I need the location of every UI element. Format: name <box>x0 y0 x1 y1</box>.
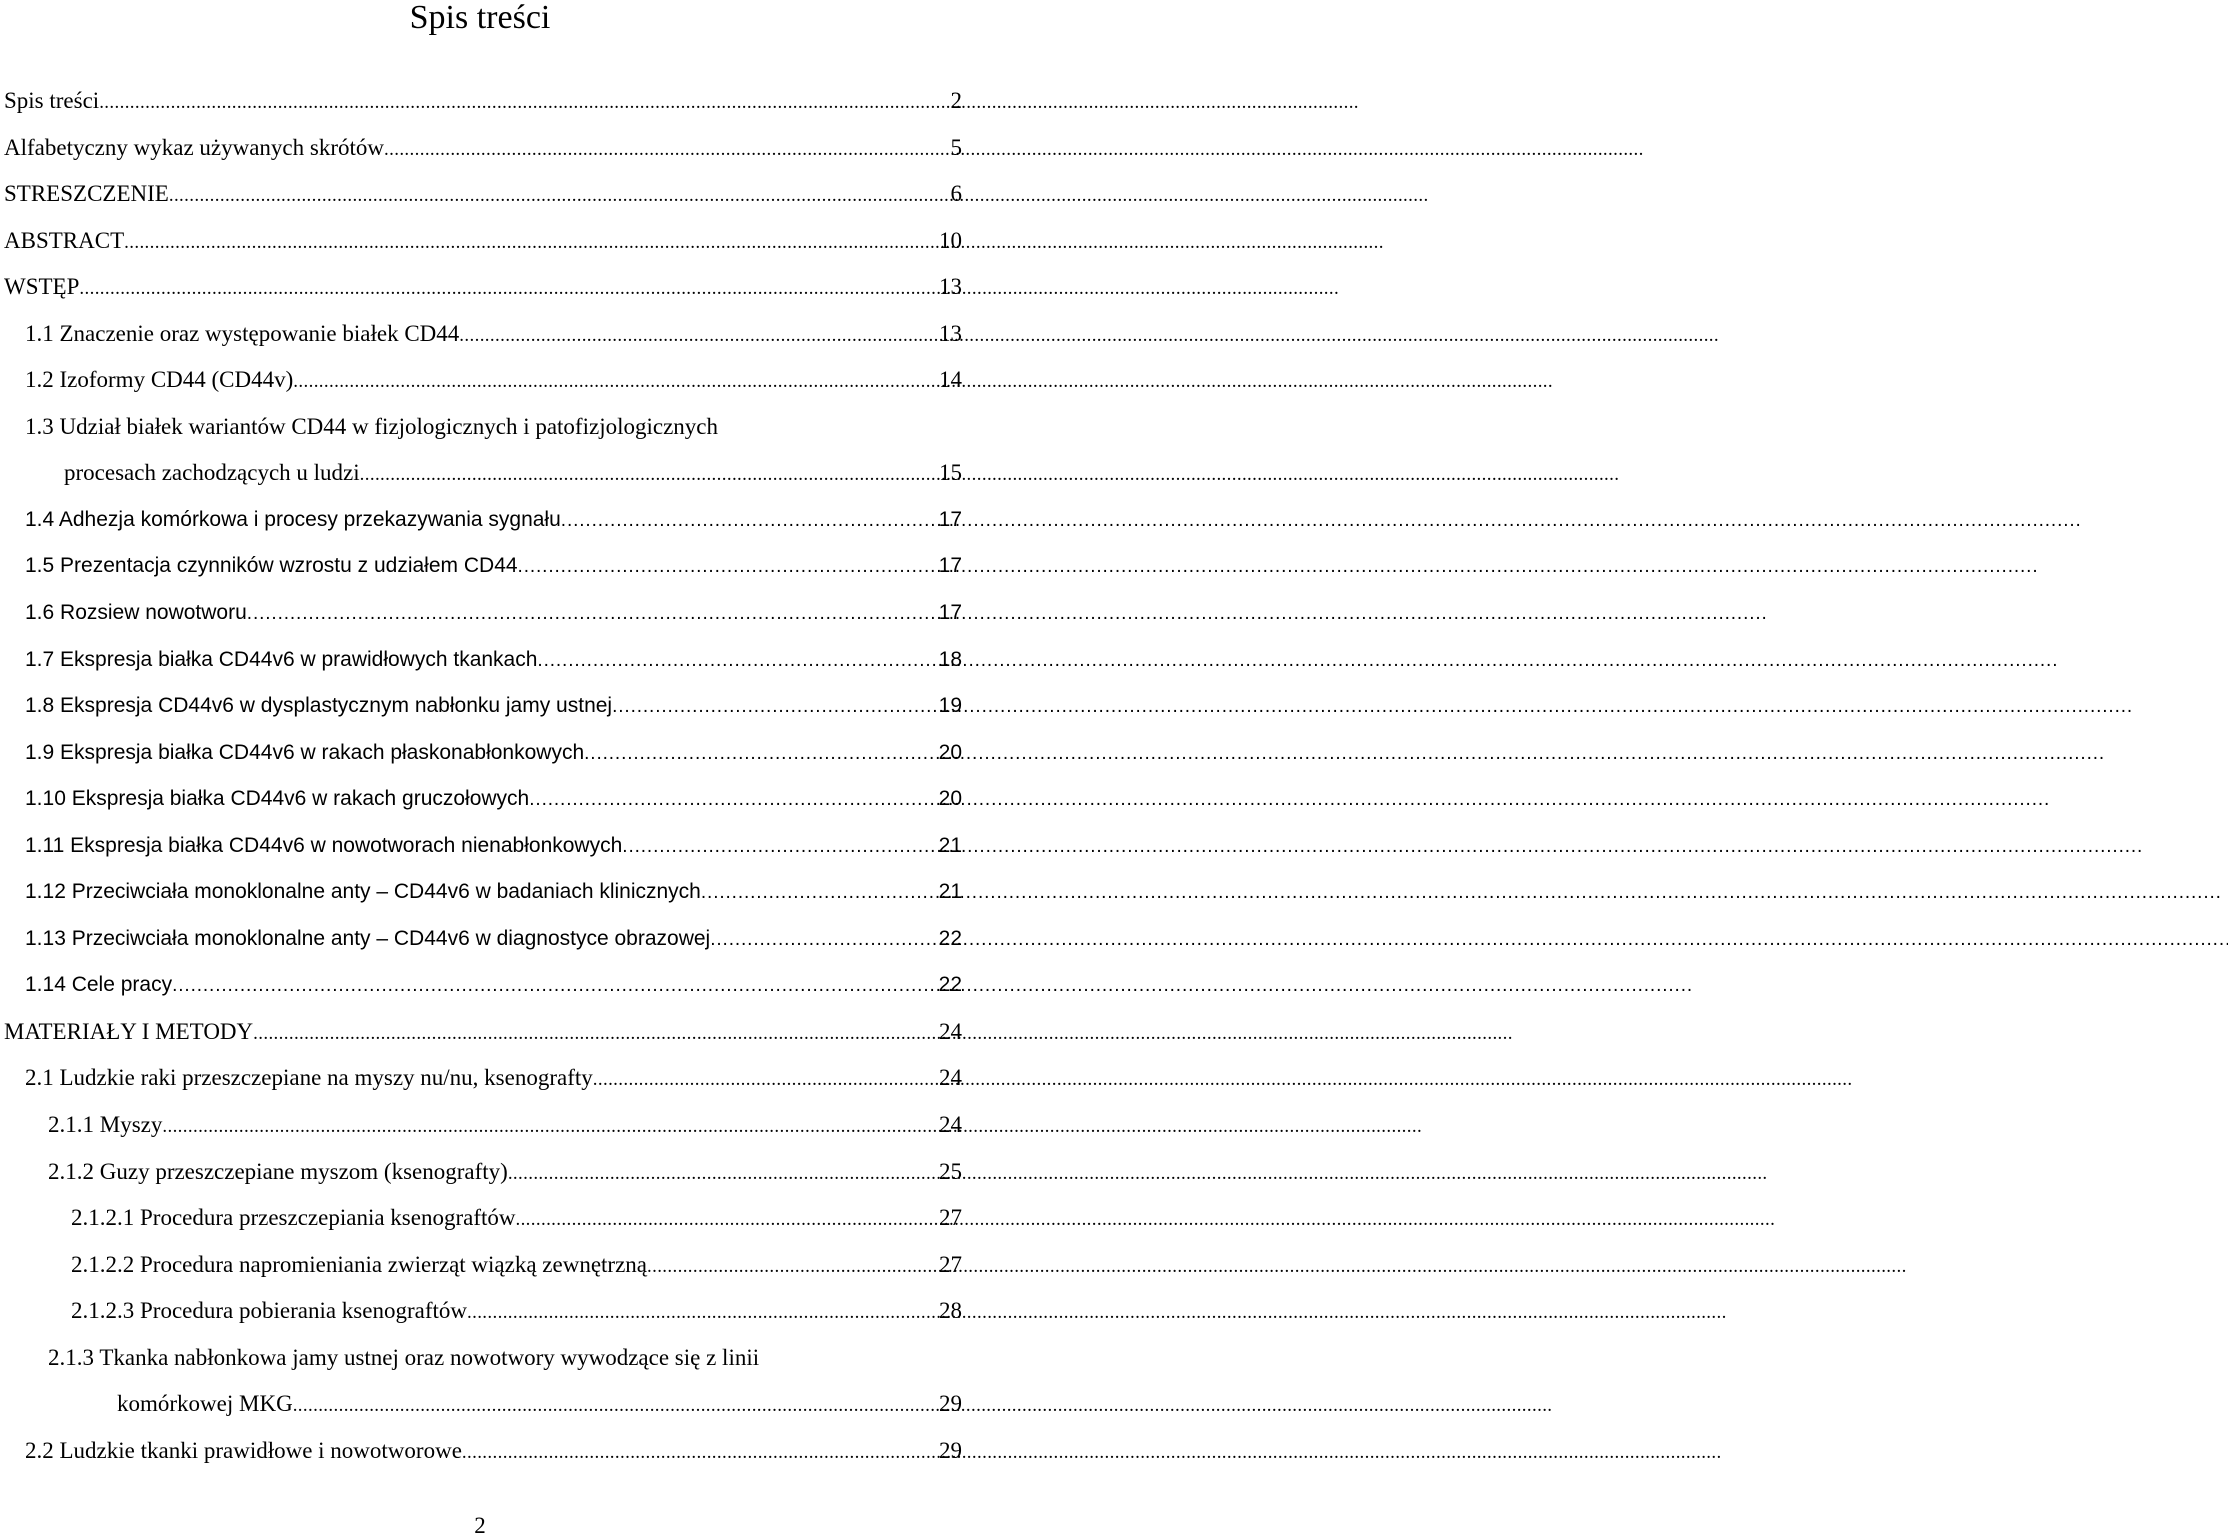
toc-entry[interactable] <box>0 683 962 730</box>
toc-entry-label: 1.14 Cele pracy <box>25 973 173 997</box>
toc-entry-continuation[interactable] <box>0 450 962 497</box>
toc-entry[interactable] <box>0 543 962 590</box>
toc-leader-dots <box>467 1288 933 1337</box>
toc-entry-label: 2.1 Ludzkie raki przeszczepiane na myszy nu/nu, ksenografty <box>25 1065 593 1091</box>
toc-entry-page: 10 <box>939 227 962 253</box>
toc-entry-label: 1.13 Przeciwciała monoklonalne anty – CD44v6 w diagnostyce obrazowej <box>25 926 711 950</box>
toc-entry[interactable] <box>0 1195 962 1242</box>
toc-entry[interactable] <box>0 869 962 916</box>
toc-leader-dots <box>701 869 933 917</box>
toc-entry-page: 13 <box>939 320 962 346</box>
toc-entry-page: 20 <box>938 740 962 764</box>
toc-entry-label: 2.2 Ludzkie tkanki prawidłowe i nowotworowe <box>25 1437 462 1463</box>
toc-entry-page: 29 <box>939 1391 962 1417</box>
toc-entry-page: 17 <box>938 554 962 578</box>
toc-entry[interactable] <box>0 171 962 218</box>
toc-entry[interactable] <box>0 962 962 1009</box>
toc-leader-dots <box>79 264 933 313</box>
toc-leader-dots <box>293 357 933 406</box>
toc-entry[interactable] <box>0 497 962 544</box>
toc-entry[interactable] <box>0 1428 962 1475</box>
toc-leader-dots <box>124 218 933 267</box>
toc-entry-label: ABSTRACT <box>4 227 125 253</box>
toc-entry-label: 1.12 Przeciwciała monoklonalne anty – CD44v6 w badaniach klinicznych <box>25 880 701 904</box>
toc-leader-dots <box>508 1149 933 1198</box>
toc-leader-dots <box>169 171 945 220</box>
toc-entry[interactable] <box>0 637 962 684</box>
toc-entry-page: 15 <box>939 460 962 486</box>
toc-entry[interactable] <box>0 125 962 172</box>
toc-entry-page: 27 <box>939 1251 962 1277</box>
toc-entry-label: 1.10 Ekspresja białka CD44v6 w rakach gruczołowych <box>25 787 530 811</box>
toc-leader-dots <box>593 1055 933 1104</box>
toc-entry-page: 27 <box>939 1205 962 1231</box>
toc-entry[interactable] <box>0 776 962 823</box>
toc-entry[interactable] <box>0 1055 962 1102</box>
toc-leader-dots <box>172 962 933 1010</box>
toc-entry[interactable] <box>0 730 962 777</box>
toc-entry-label: 2.1.1 Myszy <box>48 1112 163 1138</box>
toc-leader-dots <box>622 823 932 871</box>
toc-entry[interactable] <box>0 590 962 637</box>
toc-entry-label: 2.1.2.1 Procedura przeszczepiania ksenograftów <box>71 1205 516 1231</box>
toc-entry-label: 1.1 Znaczenie oraz występowanie białek CD44 <box>25 320 460 346</box>
toc-entry-label: 2.1.3 Tkanka nabłonkowa jamy ustnej oraz nowotwory wywodzące się z linii <box>48 1344 760 1370</box>
toc-entry-page: 6 <box>950 181 962 207</box>
toc-entry-label: Alfabetyczny wykaz używanych skrótów <box>4 134 385 160</box>
toc-leader-dots <box>459 311 933 360</box>
toc-entry-label: 2.1.2.2 Procedura napromieniania zwierząt wiązką zewnętrzną <box>71 1251 647 1277</box>
toc-entry-label: WSTĘP <box>4 274 80 300</box>
toc-entry-page: 22 <box>938 926 962 950</box>
toc-entry-label: Spis treści <box>4 88 100 113</box>
toc-entry-page: 25 <box>939 1158 962 1184</box>
toc-entry-label: 1.7 Ekspresja białka CD44v6 w prawidłowych tkankach <box>25 647 538 671</box>
toc-entry-page: 24 <box>939 1018 962 1044</box>
toc-entry-page: 29 <box>939 1437 962 1463</box>
toc-leader-dots <box>247 590 933 638</box>
toc-entry-label: 1.2 Izoformy CD44 (CD44v) <box>25 367 294 393</box>
toc-leader-dots <box>518 543 933 591</box>
toc-leader-dots <box>293 1381 933 1430</box>
toc-entry-label: STRESZCZENIE <box>4 181 169 207</box>
toc-entry-page: 24 <box>939 1112 962 1138</box>
toc-leader-dots <box>253 1009 933 1058</box>
toc-entry[interactable] <box>0 264 962 311</box>
toc-leader-dots <box>584 730 933 778</box>
toc-leader-dots <box>647 1242 933 1291</box>
toc-entry-label: 2.1.2 Guzy przeszczepiane myszom (ksenografty) <box>48 1158 508 1184</box>
toc-leader-dots <box>384 125 944 174</box>
toc-leader-dots <box>99 78 944 127</box>
toc-entry[interactable] <box>0 311 962 358</box>
toc-leader-dots <box>462 1428 933 1477</box>
document-page <box>0 0 960 1539</box>
toc-entry-label: MATERIAŁY I METODY <box>4 1018 254 1044</box>
toc-entry[interactable] <box>0 1335 962 1382</box>
toc-entry-page: 21 <box>938 880 962 904</box>
toc-entry-page: 18 <box>938 647 962 671</box>
toc-entry[interactable] <box>0 1242 962 1289</box>
toc-entry[interactable] <box>0 1288 962 1335</box>
toc-entry[interactable] <box>0 1149 962 1196</box>
toc-entry-page: 2 <box>950 88 962 113</box>
toc-entry-continuation[interactable] <box>0 1381 962 1428</box>
toc-entry[interactable] <box>0 916 962 963</box>
toc-entry-page: 20 <box>938 787 962 811</box>
toc-entry-page: 17 <box>938 601 962 625</box>
toc-leader-dots <box>529 776 932 824</box>
toc-leader-dots <box>162 1102 933 1151</box>
toc-entry[interactable] <box>0 78 962 125</box>
toc-entry-label: procesach zachodzących u ludzi <box>64 460 360 486</box>
table-of-contents <box>0 78 962 1474</box>
toc-entry-page: 19 <box>938 694 962 718</box>
toc-entry[interactable] <box>0 404 962 451</box>
page-title: Spis treści <box>409 0 551 36</box>
toc-leader-dots <box>612 683 933 731</box>
toc-entry[interactable] <box>0 1102 962 1149</box>
toc-entry-label: 1.11 Ekspresja białka CD44v6 w nowotworach nienabłonkowych <box>25 833 623 857</box>
toc-entry-page: 24 <box>939 1065 962 1091</box>
toc-entry-page: 28 <box>939 1298 962 1324</box>
toc-entry-label: komórkowej MKG <box>117 1391 293 1417</box>
page-number: 2 <box>474 1513 486 1538</box>
toc-leader-dots <box>710 916 932 964</box>
toc-entry-label: 1.6 Rozsiew nowotworu <box>25 601 247 625</box>
toc-entry-label: 1.5 Prezentacja czynników wzrostu z udziałem CD44 <box>25 554 518 578</box>
toc-entry-page: 22 <box>938 973 962 997</box>
toc-entry-page: 21 <box>938 833 962 857</box>
toc-entry[interactable] <box>0 1009 962 1056</box>
toc-entry[interactable] <box>0 357 962 404</box>
toc-entry-label: 1.9 Ekspresja białka CD44v6 w rakach płaskonabłonkowych <box>25 740 585 764</box>
toc-leader-dots <box>515 1195 933 1244</box>
toc-entry-page: 13 <box>939 274 962 300</box>
toc-entry[interactable] <box>0 218 962 265</box>
toc-entry-page: 5 <box>950 134 962 160</box>
toc-entry-label: 2.1.2.3 Procedura pobierania ksenograftów <box>71 1298 467 1324</box>
toc-leader-dots <box>360 450 933 499</box>
toc-entry-page: 14 <box>939 367 962 393</box>
toc-entry-page: 17 <box>938 507 962 531</box>
toc-leader-dots <box>561 497 933 545</box>
toc-entry-label: 1.4 Adhezja komórkowa i procesy przekazywania sygnału <box>25 507 561 531</box>
toc-leader-dots <box>537 637 932 685</box>
toc-entry-label: 1.3 Udział białek wariantów CD44 w fizjologicznych i patofizjologicznych <box>25 413 718 439</box>
toc-entry[interactable] <box>0 823 962 870</box>
toc-entry-label: 1.8 Ekspresja CD44v6 w dysplastycznym nabłonku jamy ustnej <box>25 694 613 718</box>
